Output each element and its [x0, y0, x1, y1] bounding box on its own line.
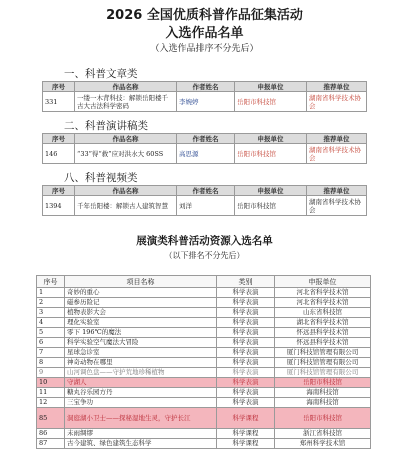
table-row	[37, 288, 371, 298]
cell-unit: 怀远县科学技术馆	[275, 338, 371, 348]
document-title-line2: 入选作品名单	[165, 26, 244, 41]
articles-table	[42, 81, 367, 112]
cell-unit: 怀远县科学技术馆	[275, 328, 371, 338]
cell-no: 12	[37, 398, 65, 408]
document-title-note: （入选作品排序不分先后）	[150, 44, 259, 54]
exhibit-table	[36, 275, 371, 449]
section-heading-speeches: 二、科普演讲稿类	[64, 120, 148, 132]
header-no: 序号	[43, 82, 75, 92]
cell-unit: 岳阳市科技馆	[275, 408, 371, 429]
header-rec: 推荐单位	[307, 186, 367, 196]
cell-type: 科学表演	[217, 288, 275, 298]
cell-unit: 岳阳市科技馆	[275, 378, 371, 388]
cell-type: 科学表演	[217, 378, 275, 388]
cell-type: 科学表演	[217, 298, 275, 308]
cell-no: 9	[37, 368, 65, 378]
table-header-row	[37, 276, 371, 288]
cell-name: 植物表影大会	[65, 308, 217, 318]
cell-name: 奇妙的重心	[65, 288, 217, 298]
cell-type: 科学表演	[217, 308, 275, 318]
cell-unit: 海南科技馆	[275, 388, 371, 398]
cell-name: 理化实验室	[65, 318, 217, 328]
table-row	[37, 298, 371, 308]
exhibit-title: 展演类科普活动资源入选名单	[136, 235, 273, 247]
cell-no: 6	[37, 338, 65, 348]
cell-no: 2	[37, 298, 65, 308]
cell-unit: 海南科技馆	[275, 398, 371, 408]
cell-no: 1	[37, 288, 65, 298]
cell-name: 科学实验空气魔法大冒险	[65, 338, 217, 348]
cell-no: 146	[43, 144, 75, 164]
cell-type: 科学课程	[217, 439, 275, 449]
cell-name: 零下 196℃的魔法	[65, 328, 217, 338]
header-name: 作品名称	[75, 134, 177, 144]
header-unit: 申报单位	[235, 186, 307, 196]
cell-name: 一缕一木背科技：解锁岳阳楼千古大古法科学密码	[75, 92, 177, 112]
cell-unit: 岳阳市科技馆	[235, 144, 307, 164]
cell-unit: 岳阳市科技馆	[235, 92, 307, 112]
header-unit: 申报单位	[235, 134, 307, 144]
cell-unit: 厦门科技馆管理有限公司	[275, 368, 371, 378]
cell-unit: 湖北省科学技术馆	[275, 318, 371, 328]
cell-name: 神奇动物在哪里	[65, 358, 217, 368]
videos-table	[42, 185, 367, 216]
cell-name: 千年岳阳楼：解锁古人建筑智慧	[75, 196, 177, 216]
header-rec: 推荐单位	[307, 134, 367, 144]
cell-unit: 河北省科学技术馆	[275, 288, 371, 298]
cell-type: 科学表演	[217, 388, 275, 398]
section-heading-videos: 八、科普视频类	[64, 172, 138, 184]
table-header-row	[43, 134, 367, 144]
table-row	[37, 368, 371, 378]
table-row	[43, 92, 367, 112]
cell-no: 85	[37, 408, 65, 429]
speeches-table	[42, 133, 367, 164]
cell-name: 星球急诊室	[65, 348, 217, 358]
cell-author: 李婉婷	[177, 92, 235, 112]
cell-unit: 郑州科学技术馆	[275, 439, 371, 449]
table-row	[37, 318, 371, 328]
cell-name: 山河调色盘——守护荒地珍稀植物	[65, 368, 217, 378]
cell-name: “33”得“救”应对洪水大 60SS	[75, 144, 177, 164]
header-unit: 申报单位	[275, 276, 371, 288]
cell-no: 10	[37, 378, 65, 388]
table-row	[43, 144, 367, 164]
section-heading-articles: 一、科普文章类	[64, 68, 138, 80]
cell-type: 科学表演	[217, 358, 275, 368]
cell-no: 5	[37, 328, 65, 338]
cell-no: 11	[37, 388, 65, 398]
cell-type: 科学表演	[217, 328, 275, 338]
header-no: 序号	[37, 276, 65, 288]
cell-rec: 湖南省科学技术协会	[307, 144, 367, 164]
table-row	[37, 358, 371, 368]
header-type: 类别	[217, 276, 275, 288]
header-rec: 推荐单位	[307, 82, 367, 92]
header-name: 作品名称	[75, 186, 177, 196]
table-row-highlighted	[37, 378, 371, 388]
cell-name: 古今建筑、绿色建筑生态科学	[65, 439, 217, 449]
cell-type: 科学表演	[217, 318, 275, 328]
table-row	[37, 398, 371, 408]
cell-name: 三宝争功	[65, 398, 217, 408]
exhibit-note: （以下排名不分先后）	[164, 251, 245, 260]
table-row	[37, 439, 371, 449]
cell-no: 8	[37, 358, 65, 368]
header-no: 序号	[43, 186, 75, 196]
header-author: 作者姓名	[177, 134, 235, 144]
cell-rec: 湖南省科学技术协会	[307, 196, 367, 216]
cell-unit: 浙江省科技馆	[275, 429, 371, 439]
cell-unit: 山东省科技馆	[275, 308, 371, 318]
table-header-row	[43, 186, 367, 196]
document-title-line1: 2026 全国优质科普作品征集活动	[106, 8, 303, 23]
cell-type: 科学表演	[217, 398, 275, 408]
table-row	[37, 308, 371, 318]
cell-unit: 河北省科学技术馆	[275, 298, 371, 308]
table-row	[37, 338, 371, 348]
cell-type: 科学表演	[217, 338, 275, 348]
cell-no: 331	[43, 92, 75, 112]
table-header-row	[43, 82, 367, 92]
header-unit: 申报单位	[235, 82, 307, 92]
cell-name: 洞庭湖小卫士——探秘湿地生灵，守护长江	[65, 408, 217, 429]
cell-unit: 厦门科技馆管理有限公司	[275, 358, 371, 368]
table-row	[43, 196, 367, 216]
cell-no: 1394	[43, 196, 75, 216]
cell-type: 科学表演	[217, 348, 275, 358]
cell-type: 科学课程	[217, 408, 275, 429]
cell-name: 守湖人	[65, 378, 217, 388]
table-row	[37, 429, 371, 439]
cell-no: 87	[37, 439, 65, 449]
cell-rec: 湖南省科学技术协会	[307, 92, 367, 112]
table-row-highlighted	[37, 408, 371, 429]
cell-no: 3	[37, 308, 65, 318]
header-name: 作品名称	[75, 82, 177, 92]
table-row	[37, 388, 371, 398]
cell-unit: 岳阳市科技馆	[235, 196, 307, 216]
cell-name: 未雨绸缪	[65, 429, 217, 439]
cell-type: 科学表演	[217, 368, 275, 378]
table-row	[37, 328, 371, 338]
cell-name: 磁参历险记	[65, 298, 217, 308]
cell-no: 7	[37, 348, 65, 358]
header-author: 作者姓名	[177, 82, 235, 92]
header-author: 作者姓名	[177, 186, 235, 196]
cell-no: 86	[37, 429, 65, 439]
cell-unit: 厦门科技馆管理有限公司	[275, 348, 371, 358]
cell-author: 高思源	[177, 144, 235, 164]
cell-author: 刘洋	[177, 196, 235, 216]
table-row	[37, 348, 371, 358]
header-no: 序号	[43, 134, 75, 144]
cell-type: 科学课程	[217, 429, 275, 439]
cell-no: 4	[37, 318, 65, 328]
cell-name: 糖丸谷乐园方丹	[65, 388, 217, 398]
header-project: 项目名称	[65, 276, 217, 288]
